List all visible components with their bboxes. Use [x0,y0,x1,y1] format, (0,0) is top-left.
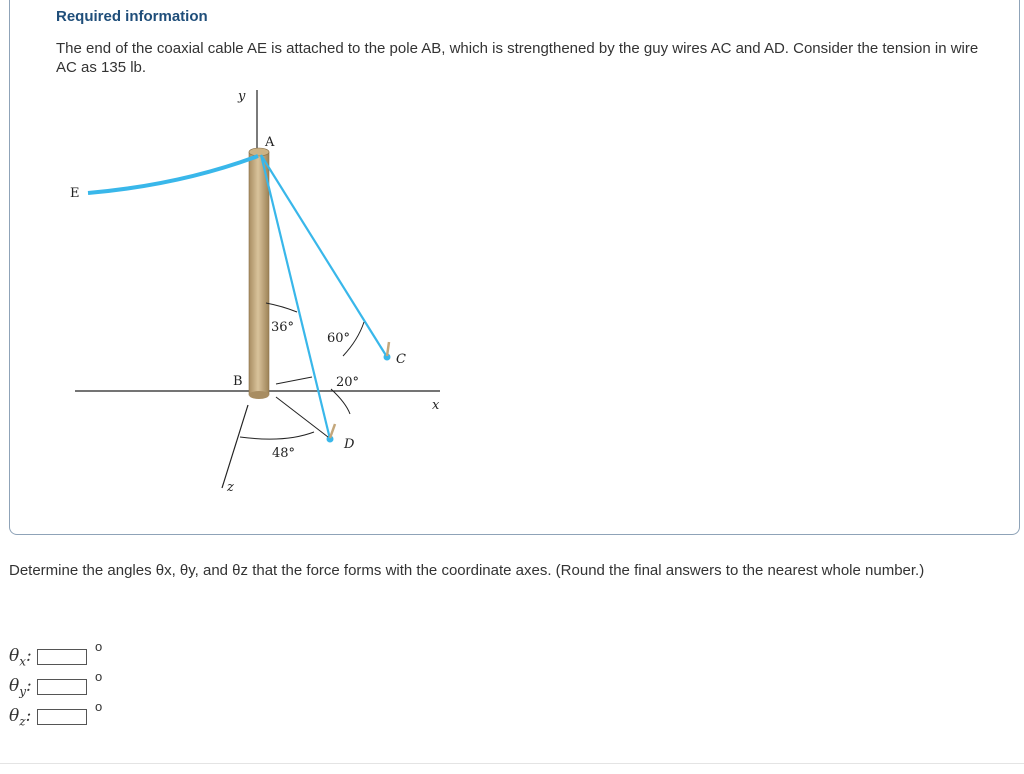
ground-projection-line [276,377,312,384]
angle-48-label: 48° [272,446,296,461]
theta-y-label: $\theta_y$: [9,676,32,699]
info-title: Required information [56,8,208,25]
angle-20-label: 20° [336,375,360,390]
theta-y-input[interactable] [37,679,87,695]
degree-symbol: o [95,639,103,654]
label-y: y [238,89,246,104]
guy-wire-ad [261,155,330,439]
coaxial-cable-ae [88,156,258,193]
label-z: z [227,480,234,495]
info-text: The end of the coaxial cable AE is attached to the pole AB, which is strengthened by the guy wires AC and AD. Consider the tension in wire AC as 135 lb. [56,40,979,76]
degree-symbol: o [95,669,103,684]
question-text: Determine the angles θx, θy, and θz that the force forms with the coordinate axes. (Round the final answers to the nearest whole number.) [9,562,925,579]
arc-36 [266,303,297,312]
label-c: C [396,352,406,367]
label-d: D [344,437,355,452]
theta-x-label: $\theta_x$: [9,646,32,669]
label-b: B [233,374,243,389]
pole-ab [249,152,269,395]
label-x: x [432,398,440,413]
theta-x-input[interactable] [37,649,87,665]
pole-base [249,391,269,399]
angle-36-label: 36° [271,320,295,335]
label-a: A [265,135,275,150]
theta-z-input[interactable] [37,709,87,725]
angle-60-label: 60° [327,331,351,346]
label-e: E [70,186,80,201]
degree-symbol: o [95,699,103,714]
bottom-divider [0,763,1024,764]
z-axis-line [222,405,248,488]
theta-z-label: $\theta_z$: [9,706,32,729]
arc-48 [240,432,314,439]
arc-20 [331,389,350,414]
